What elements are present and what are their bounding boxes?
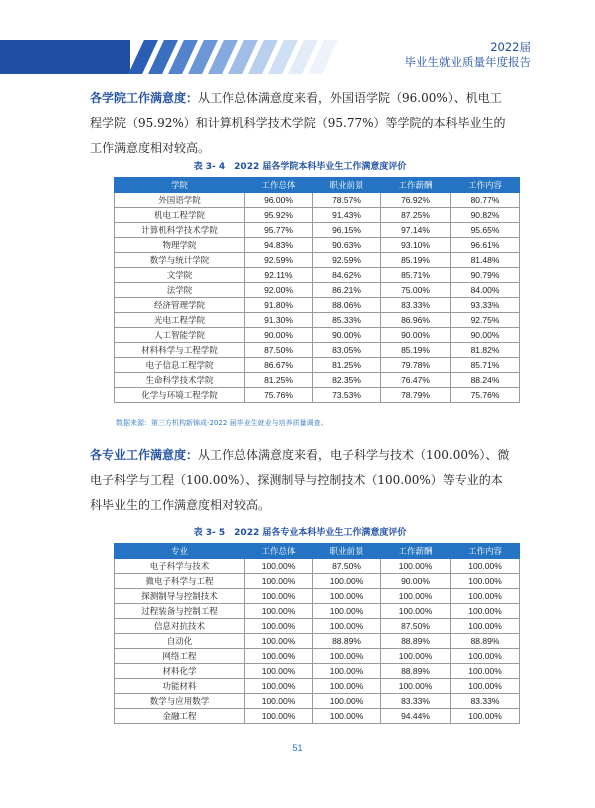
row-label: 计算机科学技术学院	[115, 223, 245, 238]
table-cell: 100.00%	[381, 604, 451, 619]
row-label: 化学与环境工程学院	[115, 388, 245, 403]
table-cell: 100.00%	[313, 664, 381, 679]
table-cell: 87.50%	[381, 619, 451, 634]
row-label: 金融工程	[115, 709, 245, 724]
table-cell: 97.14%	[381, 223, 451, 238]
column-header: 工作薪酬	[381, 544, 451, 559]
table-cell: 83.33%	[381, 694, 451, 709]
table-cell: 85.33%	[313, 313, 381, 328]
column-header: 工作总体	[245, 178, 313, 193]
table-cell: 96.00%	[245, 193, 313, 208]
table-row	[115, 619, 520, 634]
table-cell: 100.00%	[451, 559, 520, 574]
row-label: 法学院	[115, 283, 245, 298]
major-satisfaction-table	[114, 543, 520, 724]
row-label: 数学与统计学院	[115, 253, 245, 268]
row-label: 人工智能学院	[115, 328, 245, 343]
table-cell: 88.89%	[381, 634, 451, 649]
table-cell: 100.00%	[451, 649, 520, 664]
table-cell: 100.00%	[313, 589, 381, 604]
table-row	[115, 559, 520, 574]
table-cell: 94.83%	[245, 238, 313, 253]
table-cell: 86.96%	[381, 313, 451, 328]
table-cell: 100.00%	[313, 694, 381, 709]
table-cell: 100.00%	[245, 649, 313, 664]
table-cell: 90.00%	[313, 328, 381, 343]
table-row	[115, 238, 520, 253]
table-row	[115, 283, 520, 298]
table-cell: 95.65%	[451, 223, 520, 238]
section2-lead: 各专业工作满意度：	[90, 448, 199, 462]
row-label: 电子科学与技术	[115, 559, 245, 574]
section1-text: 从工作总体满意度来看，外国语学院（96.00%）、机电工程学院（95.92%）和计算机科学技术学院（95.77%）等学院的本科毕业生的工作满意度相对较高。	[90, 91, 506, 155]
table-cell: 100.00%	[313, 709, 381, 724]
table-cell: 87.50%	[245, 343, 313, 358]
table-cell: 92.75%	[451, 313, 520, 328]
table-cell: 100.00%	[245, 664, 313, 679]
row-label: 材料化学	[115, 664, 245, 679]
column-header: 工作内容	[451, 544, 520, 559]
table-cell: 85.71%	[451, 358, 520, 373]
table-cell: 90.00%	[381, 328, 451, 343]
row-label: 过程装备与控制工程	[115, 604, 245, 619]
row-label: 光电工程学院	[115, 313, 245, 328]
table-cell: 100.00%	[313, 649, 381, 664]
row-label: 经济管理学院	[115, 298, 245, 313]
table-cell: 100.00%	[451, 589, 520, 604]
table-row	[115, 298, 520, 313]
table-cell: 100.00%	[381, 679, 451, 694]
table-header-row	[115, 544, 520, 559]
header-year: 2022届	[490, 40, 531, 54]
table-cell: 100.00%	[245, 619, 313, 634]
table-cell: 100.00%	[245, 709, 313, 724]
table-cell: 88.89%	[313, 634, 381, 649]
table-cell: 91.30%	[245, 313, 313, 328]
table-cell: 95.77%	[245, 223, 313, 238]
table-cell: 90.00%	[451, 328, 520, 343]
table-cell: 88.89%	[381, 664, 451, 679]
table-row	[115, 208, 520, 223]
table-cell: 92.11%	[245, 268, 313, 283]
row-label: 探测制导与控制技术	[115, 589, 245, 604]
row-label: 信息对抗技术	[115, 619, 245, 634]
section1-lead: 各学院工作满意度：	[90, 91, 199, 105]
page-number: 51	[292, 743, 303, 753]
column-header: 职业前景	[313, 544, 381, 559]
table-cell: 76.47%	[381, 373, 451, 388]
section1-paragraph	[90, 86, 510, 161]
table-cell: 100.00%	[245, 589, 313, 604]
header-banner	[0, 40, 410, 74]
table-cell: 100.00%	[245, 604, 313, 619]
table-cell: 88.06%	[313, 298, 381, 313]
table-cell: 100.00%	[451, 709, 520, 724]
table-cell: 100.00%	[451, 664, 520, 679]
table-cell: 100.00%	[381, 559, 451, 574]
table-cell: 91.80%	[245, 298, 313, 313]
table1-caption: 表 3- 4 2022 届各学院本科毕业生工作满意度评价	[193, 162, 407, 172]
table-row	[115, 634, 520, 649]
table1-source: 数据来源：第三方机构新锦成-2022 届毕业生就业与培养质量调查。	[116, 419, 328, 427]
table-row	[115, 328, 520, 343]
table-cell: 81.25%	[245, 373, 313, 388]
row-label: 电子信息工程学院	[115, 358, 245, 373]
table-cell: 88.89%	[451, 634, 520, 649]
table-cell: 80.77%	[451, 193, 520, 208]
table-cell: 93.33%	[451, 298, 520, 313]
table-cell: 79.78%	[381, 358, 451, 373]
row-label: 物理学院	[115, 238, 245, 253]
header-report-title: 毕业生就业质量年度报告	[404, 55, 531, 69]
table-row	[115, 343, 520, 358]
table-cell: 95.92%	[245, 208, 313, 223]
table-cell: 78.79%	[381, 388, 451, 403]
row-label: 生命科学技术学院	[115, 373, 245, 388]
table-cell: 81.82%	[451, 343, 520, 358]
table-cell: 85.71%	[381, 268, 451, 283]
table-cell: 90.63%	[313, 238, 381, 253]
table2-caption: 表 3- 5 2022 届各专业本科毕业生工作满意度评价	[193, 528, 407, 538]
table-row	[115, 268, 520, 283]
column-header: 工作薪酬	[381, 178, 451, 193]
table-cell: 75.00%	[381, 283, 451, 298]
table-cell: 78.57%	[313, 193, 381, 208]
table-cell: 96.15%	[313, 223, 381, 238]
table-cell: 81.48%	[451, 253, 520, 268]
table-cell: 100.00%	[451, 619, 520, 634]
column-header: 工作总体	[245, 544, 313, 559]
table-cell: 90.79%	[451, 268, 520, 283]
table-row	[115, 373, 520, 388]
header-title	[405, 40, 532, 70]
table-cell: 100.00%	[313, 604, 381, 619]
row-label: 自动化	[115, 634, 245, 649]
row-label: 文学院	[115, 268, 245, 283]
table-header-row	[115, 178, 520, 193]
table-cell: 100.00%	[245, 574, 313, 589]
row-label: 外国语学院	[115, 193, 245, 208]
table-cell: 87.25%	[381, 208, 451, 223]
table-cell: 100.00%	[451, 604, 520, 619]
table-cell: 75.76%	[245, 388, 313, 403]
row-label: 微电子科学与工程	[115, 574, 245, 589]
table-row	[115, 694, 520, 709]
table-cell: 87.50%	[313, 559, 381, 574]
table-cell: 100.00%	[245, 694, 313, 709]
table-row	[115, 664, 520, 679]
table-cell: 100.00%	[245, 634, 313, 649]
table-cell: 84.62%	[313, 268, 381, 283]
table-cell: 100.00%	[313, 679, 381, 694]
table-row	[115, 358, 520, 373]
row-label: 材料科学与工程学院	[115, 343, 245, 358]
table-cell: 83.33%	[451, 694, 520, 709]
table-row	[115, 574, 520, 589]
table-cell: 73.53%	[313, 388, 381, 403]
table-cell: 93.10%	[381, 238, 451, 253]
table-cell: 100.00%	[313, 619, 381, 634]
table-cell: 90.82%	[451, 208, 520, 223]
table-cell: 100.00%	[451, 679, 520, 694]
table-cell: 92.59%	[313, 253, 381, 268]
section2-paragraph	[90, 443, 510, 518]
table-cell: 75.76%	[451, 388, 520, 403]
table-cell: 100.00%	[245, 559, 313, 574]
table-cell: 100.00%	[381, 589, 451, 604]
table-cell: 76.92%	[381, 193, 451, 208]
table-row	[115, 679, 520, 694]
table-row	[115, 223, 520, 238]
table-cell: 88.24%	[451, 373, 520, 388]
row-label: 数学与应用数学	[115, 694, 245, 709]
table-row	[115, 388, 520, 403]
table-cell: 81.25%	[313, 358, 381, 373]
table-cell: 90.00%	[381, 574, 451, 589]
table-cell: 91.43%	[313, 208, 381, 223]
table-cell: 83.33%	[381, 298, 451, 313]
column-header: 学院	[115, 178, 245, 193]
table-cell: 83.05%	[313, 343, 381, 358]
row-label: 机电工程学院	[115, 208, 245, 223]
row-label: 功能材料	[115, 679, 245, 694]
table-cell: 85.19%	[381, 253, 451, 268]
table-cell: 92.59%	[245, 253, 313, 268]
column-header: 专业	[115, 544, 245, 559]
table-cell: 84.00%	[451, 283, 520, 298]
table-cell: 96.61%	[451, 238, 520, 253]
header-banner-solid	[0, 40, 130, 74]
column-header: 工作内容	[451, 178, 520, 193]
table-cell: 94.44%	[381, 709, 451, 724]
table-row	[115, 589, 520, 604]
table-cell: 90.00%	[245, 328, 313, 343]
table-cell: 100.00%	[381, 649, 451, 664]
table-cell: 100.00%	[313, 574, 381, 589]
row-label: 网络工程	[115, 649, 245, 664]
column-header: 职业前景	[313, 178, 381, 193]
table-cell: 100.00%	[451, 574, 520, 589]
table-row	[115, 604, 520, 619]
table-row	[115, 193, 520, 208]
table-cell: 92.00%	[245, 283, 313, 298]
table-cell: 100.00%	[245, 679, 313, 694]
section2-text: 从工作总体满意度来看，电子科学与技术（100.00%）、微电子科学与工程（100.00%）、探测制导与控制技术（100.00%）等专业的本科毕业生的工作满意度相对较高。	[90, 448, 510, 512]
table-cell: 82.35%	[313, 373, 381, 388]
table-row	[115, 649, 520, 664]
table-cell: 86.21%	[313, 283, 381, 298]
college-satisfaction-table	[114, 177, 520, 403]
table-cell: 86.67%	[245, 358, 313, 373]
table-row	[115, 313, 520, 328]
table-cell: 85.19%	[381, 343, 451, 358]
table-row	[115, 709, 520, 724]
table-row	[115, 253, 520, 268]
